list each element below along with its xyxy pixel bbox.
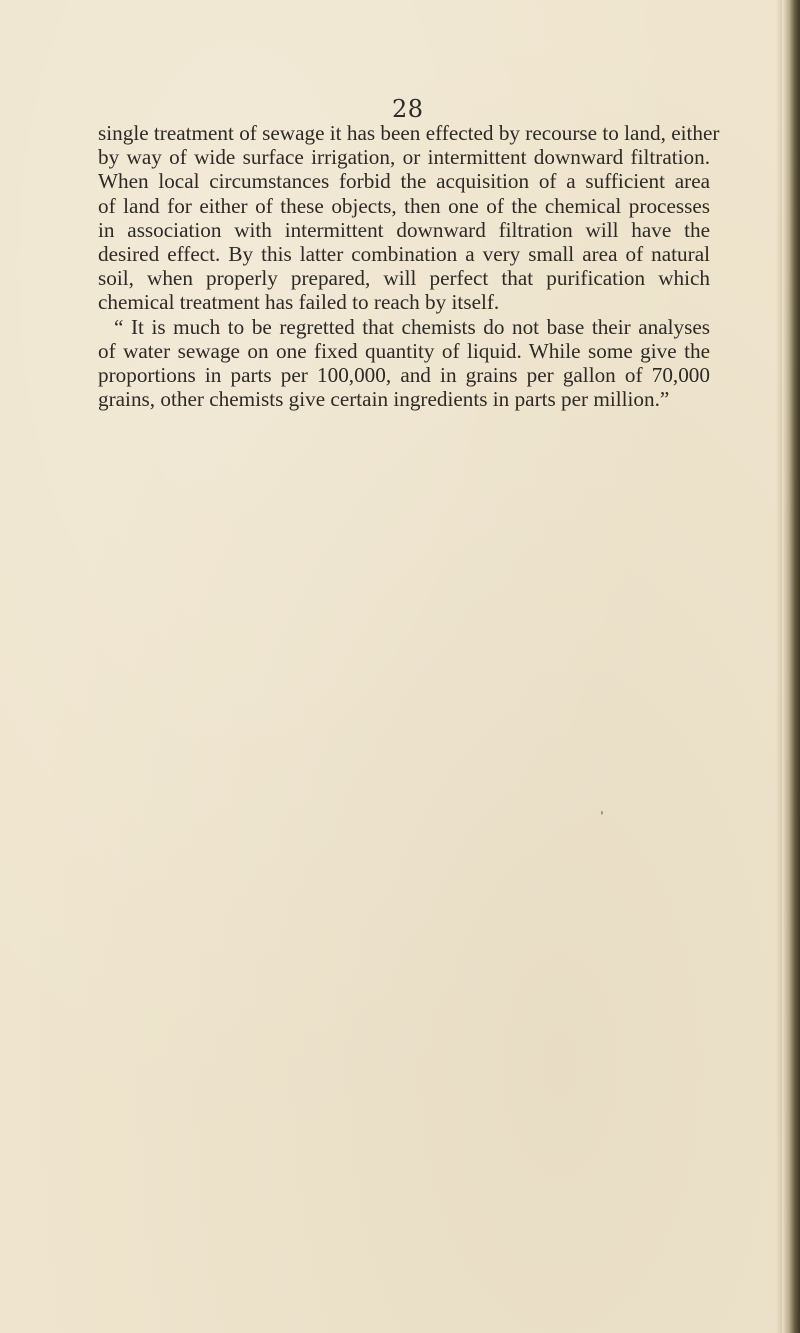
- ink-speck: ˈ: [600, 810, 604, 826]
- page-number: 28: [392, 95, 424, 123]
- text-line: soil, when properly prepared, will perfect that purification which: [98, 266, 710, 291]
- text-line: single treatment of sewage it has been effected by recourse to land, either: [98, 121, 720, 145]
- paragraph-1: [98, 121, 720, 315]
- page-edge-shadow: [782, 0, 800, 1333]
- text-line: desired effect. By this latter combination a very small area of natural: [98, 241, 710, 266]
- text-line: of land for either of these objects, then one of the chemical processes: [98, 193, 710, 218]
- text-line: grains, other chemists give certain ingredients in parts per million.”: [98, 387, 670, 412]
- text-line: When local circumstances forbid the acquisition of a sufficient area: [98, 169, 710, 194]
- text-line: of water sewage on one fixed quantity of liquid. While some give the: [98, 338, 710, 363]
- text-line: by way of wide surface irrigation, or intermittent downward filtration.: [98, 145, 710, 170]
- text-line: “ It is much to be regretted that chemists do not base their analyses: [114, 314, 710, 339]
- text-line: chemical treatment has failed to reach by itself.: [98, 290, 500, 315]
- text-line: in association with intermittent downward filtration will have the: [98, 217, 710, 242]
- body-text: [98, 121, 720, 412]
- text-line: proportions in parts per 100,000, and in grains per gallon of 70,000: [98, 362, 710, 387]
- paragraph-2: [98, 315, 710, 412]
